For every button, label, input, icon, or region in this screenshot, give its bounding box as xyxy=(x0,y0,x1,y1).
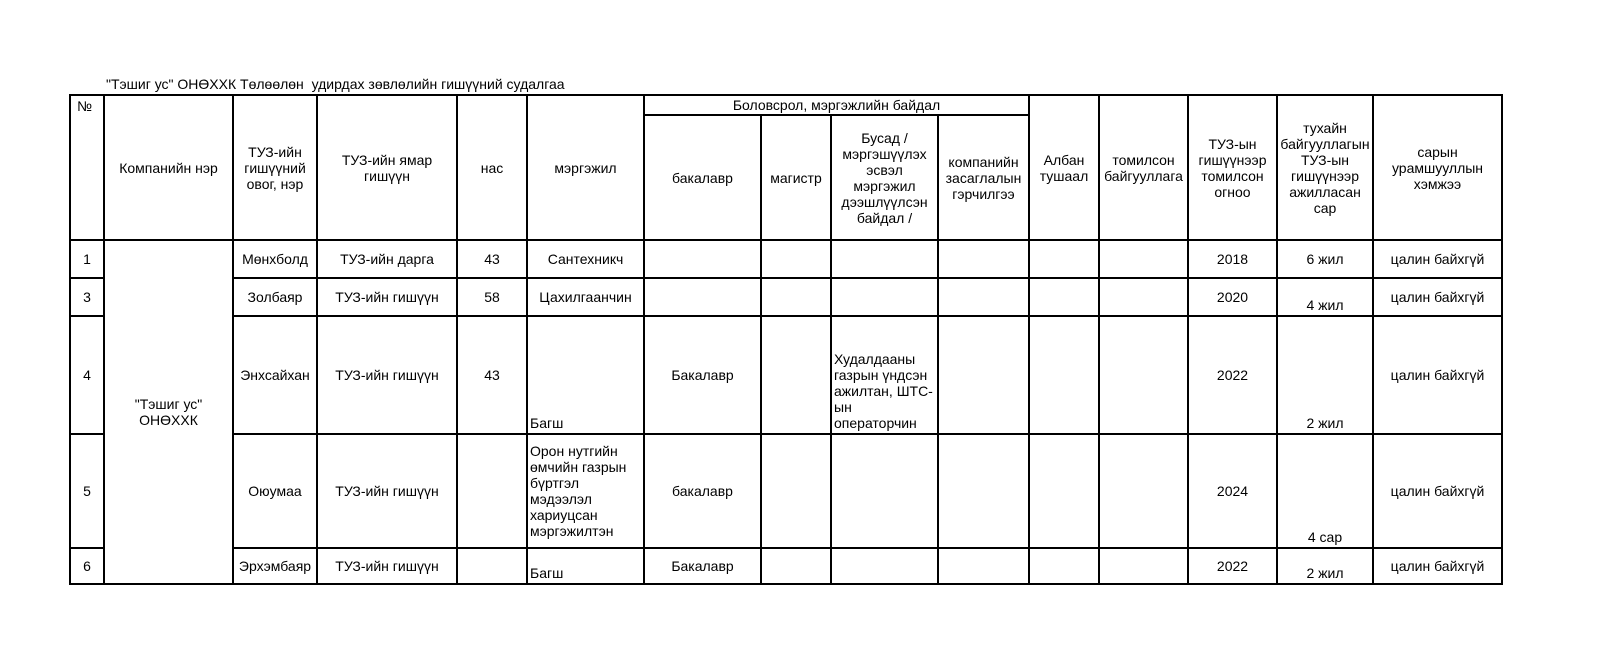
cell-cert xyxy=(938,278,1029,316)
header-master: магистр xyxy=(761,115,831,240)
cell-profession: Сантехникч xyxy=(527,240,644,278)
header-appointed-date: ТУЗ-ын гишүүнээр томилсон огноо xyxy=(1188,95,1277,240)
cell-profession: Багш xyxy=(527,316,644,434)
cell-type: ТУЗ-ийн гишүүн xyxy=(317,316,457,434)
cell-name: Энхсайхан xyxy=(233,316,317,434)
header-member-name: ТУЗ-ийн гишүүний овог, нэр xyxy=(233,95,317,240)
cell-cert xyxy=(938,316,1029,434)
cell-position xyxy=(1029,434,1099,548)
cell-position xyxy=(1029,316,1099,434)
cell-name: Эрхэмбаяр xyxy=(233,548,317,584)
cell-master xyxy=(761,278,831,316)
cell-date: 2018 xyxy=(1188,240,1277,278)
cell-months: 4 жил xyxy=(1277,278,1373,316)
cell-num: 4 xyxy=(70,316,104,434)
cell-bachelor xyxy=(644,240,761,278)
header-months-worked: тухайн байгууллагын ТУЗ-ын гишүүнээр ажилласан сар xyxy=(1277,95,1373,240)
cell-position xyxy=(1029,278,1099,316)
cell-company: "Тэшиг ус" ОНӨХХК xyxy=(104,240,233,584)
cell-position xyxy=(1029,548,1099,584)
header-bachelor: бакалавр xyxy=(644,115,761,240)
cell-months: 2 жил xyxy=(1277,548,1373,584)
cell-master xyxy=(761,434,831,548)
header-other: Бусад /мэргэшүүлэх эсвэл мэргэжил дээшлүүлсэн байдал / xyxy=(831,115,938,240)
table-row xyxy=(70,278,1502,316)
cell-bachelor: Бакалавр xyxy=(644,548,761,584)
cell-bonus: цалин байхгүй xyxy=(1373,240,1502,278)
cell-type: ТУЗ-ийн гишүүн xyxy=(317,434,457,548)
header-row-1 xyxy=(70,95,1502,115)
cell-date: 2022 xyxy=(1188,316,1277,434)
header-age: нас xyxy=(457,95,527,240)
cell-date: 2022 xyxy=(1188,548,1277,584)
header-company: Компанийн нэр xyxy=(104,95,233,240)
cell-org xyxy=(1099,434,1188,548)
cell-profession: Багш xyxy=(527,548,644,584)
cell-master xyxy=(761,548,831,584)
cell-master xyxy=(761,316,831,434)
header-appointing-org: томилсон байгууллага xyxy=(1099,95,1188,240)
cell-name: Оюумаа xyxy=(233,434,317,548)
cell-cert xyxy=(938,548,1029,584)
cell-age: 43 xyxy=(457,316,527,434)
cell-org xyxy=(1099,278,1188,316)
cell-bonus: цалин байхгүй xyxy=(1373,316,1502,434)
cell-position xyxy=(1029,240,1099,278)
cell-cert xyxy=(938,434,1029,548)
cell-name: Мөнхболд xyxy=(233,240,317,278)
cell-bonus: цалин байхгүй xyxy=(1373,434,1502,548)
cell-months: 6 жил xyxy=(1277,240,1373,278)
cell-num: 5 xyxy=(70,434,104,548)
header-education-group: Боловсрол, мэргэжлийн байдал xyxy=(644,95,1029,115)
header-monthly-bonus: сарын урамшууллын хэмжээ xyxy=(1373,95,1502,240)
document-title: "Тэшиг ус" ОНӨХХК Төлөөлөн удирдах зөвлөлийн гишүүний судалгаа xyxy=(106,76,565,92)
cell-age: 43 xyxy=(457,240,527,278)
cell-months: 4 сар xyxy=(1277,434,1373,548)
cell-other: Худалдааны газрын үндсэн ажилтан, ШТС-ын операторчин xyxy=(831,316,938,434)
header-position: Албан тушаал xyxy=(1029,95,1099,240)
cell-org xyxy=(1099,240,1188,278)
table-row xyxy=(70,316,1502,434)
cell-other xyxy=(831,548,938,584)
cell-bachelor xyxy=(644,278,761,316)
table-row xyxy=(70,434,1502,548)
cell-months: 2 жил xyxy=(1277,316,1373,434)
cell-num: 3 xyxy=(70,278,104,316)
cell-date: 2020 xyxy=(1188,278,1277,316)
header-profession: мэргэжил xyxy=(527,95,644,240)
cell-profession: Цахилгаанчин xyxy=(527,278,644,316)
cell-num: 1 xyxy=(70,240,104,278)
cell-age xyxy=(457,434,527,548)
header-member-type: ТУЗ-ийн ямар гишүүн xyxy=(317,95,457,240)
cell-other xyxy=(831,278,938,316)
cell-bachelor: Бакалавр xyxy=(644,316,761,434)
cell-bonus: цалин байхгүй xyxy=(1373,278,1502,316)
cell-age: 58 xyxy=(457,278,527,316)
cell-date: 2024 xyxy=(1188,434,1277,548)
cell-other xyxy=(831,434,938,548)
cell-cert xyxy=(938,240,1029,278)
table-row xyxy=(70,548,1502,584)
table-row xyxy=(70,240,1502,278)
cell-other xyxy=(831,240,938,278)
cell-bachelor: бакалавр xyxy=(644,434,761,548)
header-governance-cert: компанийн засаглалын гэрчилгээ xyxy=(938,115,1029,240)
cell-num: 6 xyxy=(70,548,104,584)
cell-type: ТУЗ-ийн гишүүн xyxy=(317,278,457,316)
cell-profession: Орон нутгийн өмчийн газрын бүртгэл мэдээлэл хариуцсан мэргэжилтэн xyxy=(527,434,644,548)
board-members-table xyxy=(69,94,1503,585)
header-num: № xyxy=(70,95,104,240)
cell-org xyxy=(1099,316,1188,434)
cell-age xyxy=(457,548,527,584)
cell-master xyxy=(761,240,831,278)
cell-name: Золбаяр xyxy=(233,278,317,316)
cell-bonus: цалин байхгүй xyxy=(1373,548,1502,584)
cell-type: ТУЗ-ийн дарга xyxy=(317,240,457,278)
cell-org xyxy=(1099,548,1188,584)
cell-type: ТУЗ-ийн гишүүн xyxy=(317,548,457,584)
